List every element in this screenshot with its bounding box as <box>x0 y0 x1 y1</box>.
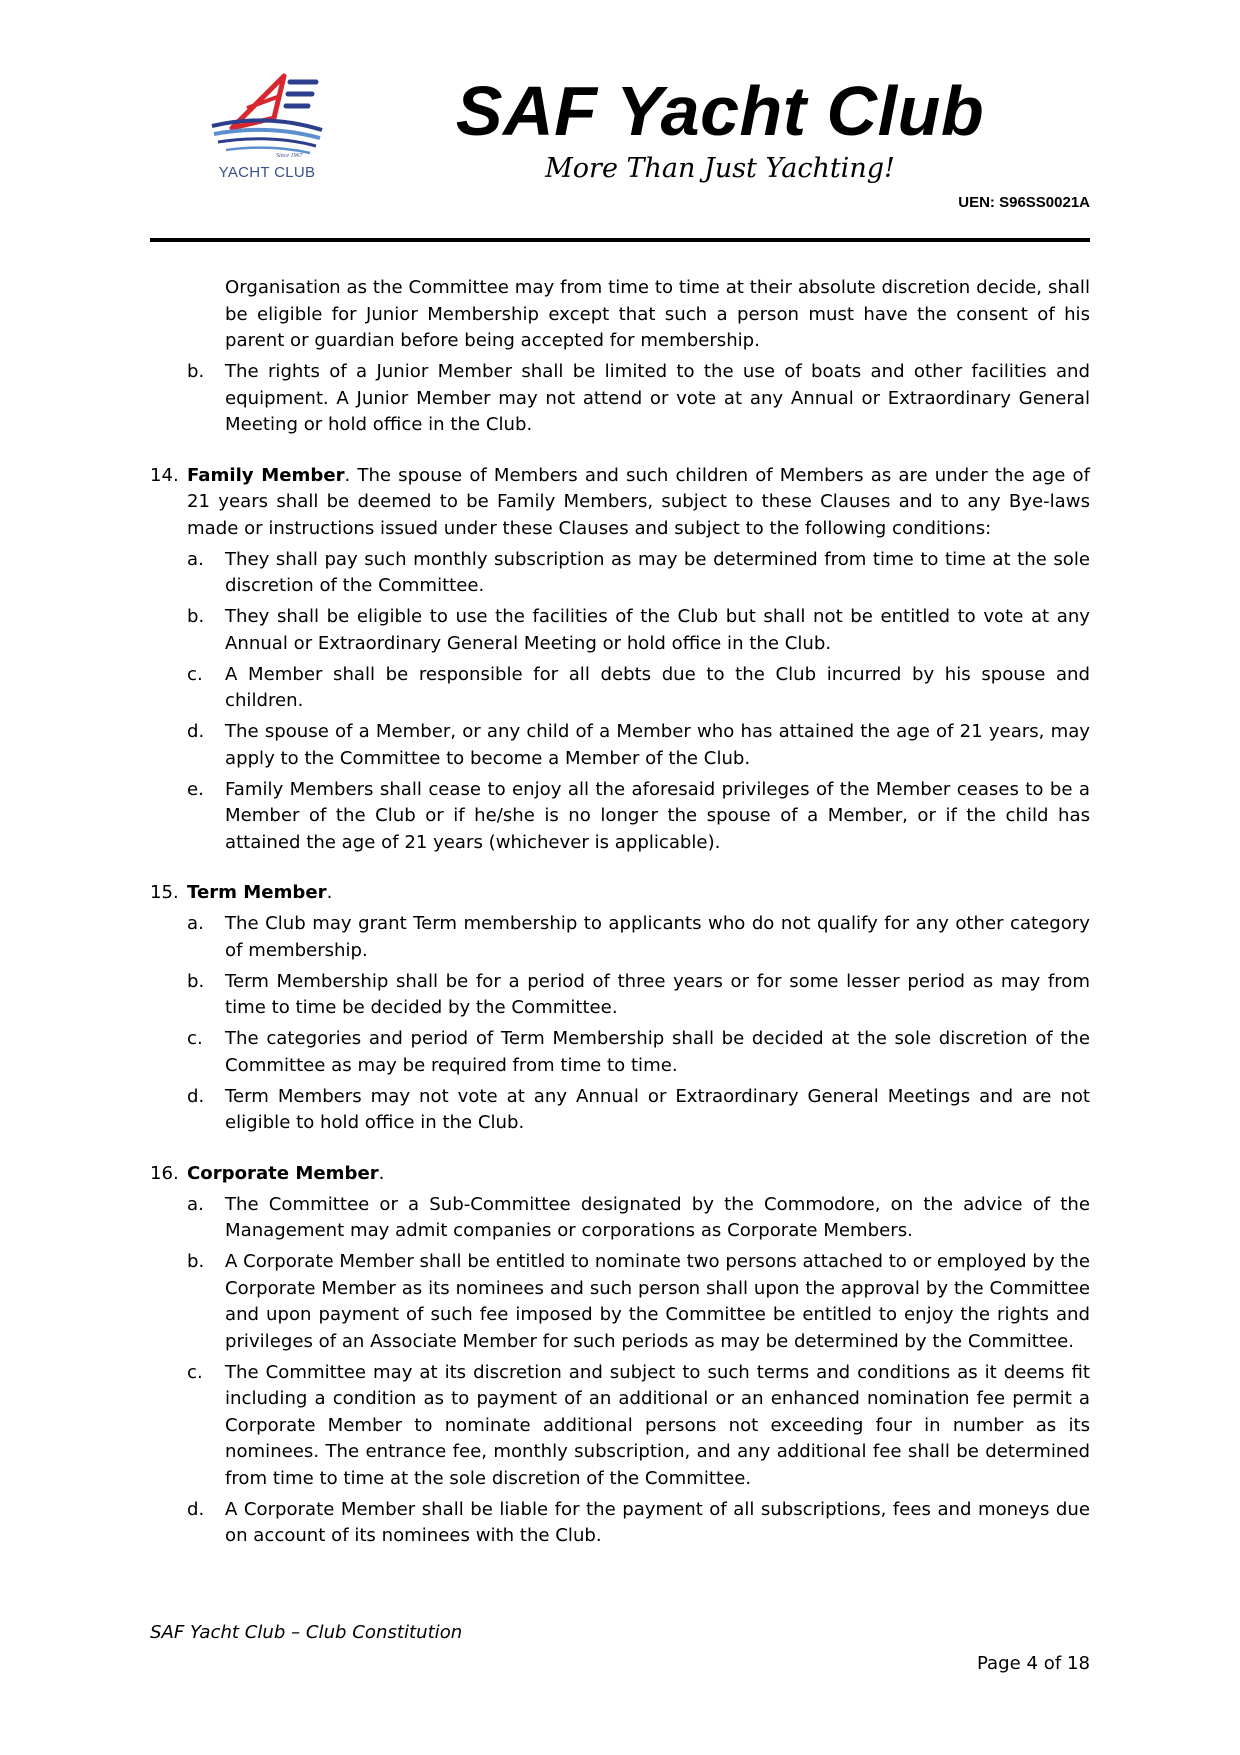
item-text: The Committee may at its discretion and subject to such terms and conditions as it deems fit including a condition as to payment of an additional or an enhanced nomination fee permit a Corporate Member to nominate additional persons not exceeding four in number as its nominees. The entrance fee, monthly subscription, and any additional fee shall be determined from time to time at the sole discretion of the Committee. <box>225 1361 1090 1489</box>
list-item <box>150 911 1090 964</box>
section-text: . <box>326 882 333 903</box>
item-text: The categories and period of Term Membership shall be decided at the sole discretion of the Committee as may be required from time to time. <box>225 1028 1090 1076</box>
sailboat-logo-icon <box>192 68 342 168</box>
tagline: More Than Just Yachting! <box>545 153 895 184</box>
list-item <box>150 1192 1090 1245</box>
list-item <box>150 969 1090 1022</box>
section-text: . <box>378 1162 385 1184</box>
item-label: d. <box>187 1085 205 1107</box>
item-text: A Corporate Member shall be liable for the payment of all subscriptions, fees and moneys due on account of its nominees with the Club. <box>225 1498 1090 1546</box>
item-text: The Club may grant Term membership to applicants who do not qualify for any other category of membership. <box>225 913 1090 961</box>
item-text: A Corporate Member shall be entitled to nominate two persons attached to or employed by the Corporate Member as its nominees and such person shall upon the approval by the Committee and upon payment of such fee imposed by the Committee be entitled to enjoy the rights and privileges of an Associate Member for such periods as may be determined by the Committee. <box>225 1251 1090 1352</box>
footer-document-name: SAF Yacht Club – Club Constitution <box>150 1622 463 1643</box>
list-item <box>150 1026 1090 1079</box>
section-text: . The spouse of Members and such children of Members as are under the age of 21 years shall be deemed to be Family Members, subject to these Clauses and to any Bye-laws made or instructions issued under these Clauses and subject to the following conditions: <box>187 464 1090 539</box>
section-number: 15. <box>150 882 179 903</box>
section-heading <box>150 1161 1090 1192</box>
item-text: The spouse of a Member, or any child of a Member who has attained the age of 21 years, may apply to the Committee to become a Member of the Club. <box>225 721 1090 769</box>
list-item <box>150 719 1090 772</box>
list-item <box>150 1249 1090 1355</box>
item-text: Term Membership shall be for a period of three years or for some lesser period as may from time to time be decided by the Committee. <box>225 970 1090 1018</box>
item-label: b. <box>187 970 205 992</box>
uen-number: UEN: S96SS0021A <box>958 194 1090 211</box>
continued-paragraph: Organisation as the Committee may from time to time at their absolute discretion decide, shall be eligible for Junior Membership except that such a person must have the consent of his parent or guardian before being accepted for membership. <box>225 277 1090 351</box>
section-title: Term Member <box>187 882 327 903</box>
page-number: Page 4 of 18 <box>976 1653 1090 1674</box>
item-text: Family Members shall cease to enjoy all the aforesaid privileges of the Member ceases to be a Member of the Club or if he/she is no longer the spouse of a Member, or if the child has attained the age of 21 years (whichever is applicable). <box>225 778 1090 853</box>
list-item <box>150 604 1090 657</box>
club-title: SAF Yacht Club <box>455 72 985 150</box>
list-item <box>150 1497 1090 1550</box>
list-item <box>150 662 1090 715</box>
section-corporate-member <box>150 1161 1090 1550</box>
item-label: b. <box>187 361 205 382</box>
item-label: d. <box>187 1498 205 1520</box>
section-heading <box>150 880 1090 911</box>
list-item <box>150 1360 1090 1493</box>
document-body <box>150 275 1090 1554</box>
list-item <box>150 547 1090 600</box>
item-label: b. <box>187 1251 205 1272</box>
section-term-member <box>150 880 1090 1137</box>
list-item <box>150 777 1090 857</box>
item-text: The rights of a Junior Member shall be limited to the use of boats and other facilities and equipment. A Junior Member may not attend or vote at any Annual or Extraordinary General Meeting or hold office in the Club. <box>225 361 1090 435</box>
item-label: a. <box>187 913 204 934</box>
item-label: b. <box>187 606 205 627</box>
section-heading <box>150 463 1090 547</box>
club-logo <box>192 68 342 188</box>
item-text: They shall pay such monthly subscription as may be determined from time to time at the sole discretion of the Committee. <box>225 548 1090 596</box>
list-item <box>150 1084 1090 1137</box>
logo-since: Since 1967 <box>276 153 303 159</box>
item-label: e. <box>187 778 204 800</box>
item-label: a. <box>187 1193 204 1215</box>
item-label: d. <box>187 721 205 742</box>
logo-text: YACHT CLUB <box>218 164 316 181</box>
section-title: Corporate Member <box>187 1162 379 1184</box>
item-label: c. <box>187 1361 203 1383</box>
list-item <box>150 359 1090 439</box>
section-number: 16. <box>150 1162 179 1184</box>
item-label: c. <box>187 663 203 685</box>
section-number: 14. <box>150 464 179 486</box>
section-title: Family Member <box>187 464 345 486</box>
item-label: c. <box>187 1028 203 1049</box>
item-text: A Member shall be responsible for all debts due to the Club incurred by his spouse and children. <box>225 663 1090 711</box>
header-divider <box>150 238 1090 242</box>
item-label: a. <box>187 548 204 570</box>
item-text: The Committee or a Sub-Committee designated by the Commodore, on the advice of the Management may admit companies or corporations as Corporate Members. <box>225 1193 1090 1241</box>
section-family-member <box>150 463 1090 857</box>
item-text: They shall be eligible to use the facilities of the Club but shall not be entitled to vote at any Annual or Extraordinary General Meeting or hold office in the Club. <box>225 606 1090 654</box>
item-text: Term Members may not vote at any Annual or Extraordinary General Meetings and are not eligible to hold office in the Club. <box>225 1085 1090 1133</box>
